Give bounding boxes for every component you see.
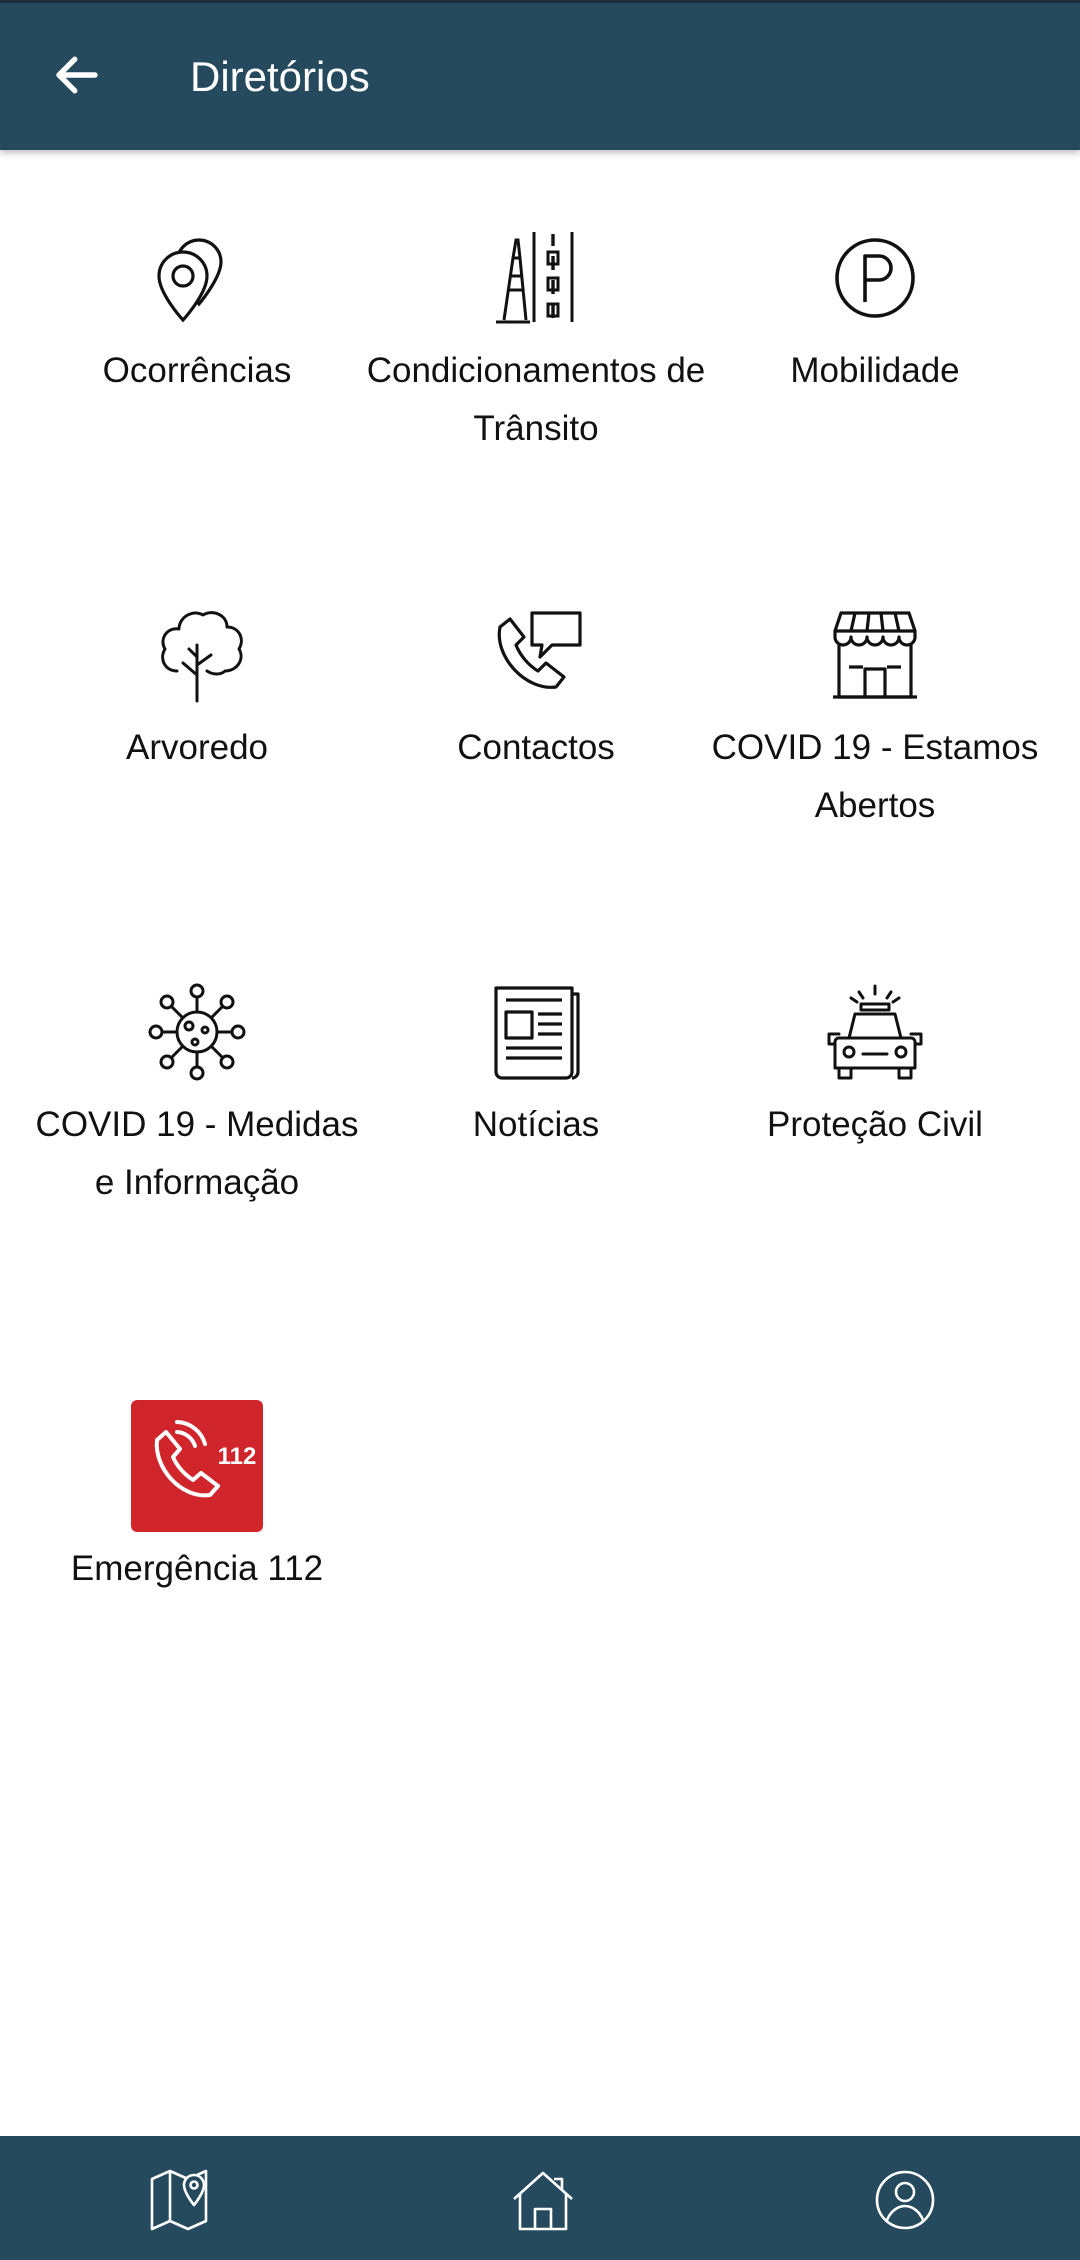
tile-covid-estamos-abertos[interactable] bbox=[705, 605, 1045, 835]
tile-protecao-civil[interactable] bbox=[705, 982, 1045, 1154]
user-icon bbox=[870, 2165, 940, 2235]
map-pins-icon bbox=[147, 228, 247, 328]
tile-label: Mobilidade bbox=[790, 351, 960, 390]
virus-icon bbox=[147, 982, 247, 1082]
map-pin-icon bbox=[146, 2165, 216, 2235]
tile-label: COVID 19 - Medidas e Informação bbox=[35, 1105, 359, 1202]
tile-arvoredo[interactable] bbox=[27, 605, 367, 777]
home-icon bbox=[508, 2165, 578, 2235]
tile-label: Proteção Civil bbox=[767, 1105, 983, 1144]
parking-icon bbox=[825, 228, 925, 328]
nav-profile-button[interactable] bbox=[867, 2162, 943, 2238]
tile-condicionamentos-transito[interactable] bbox=[366, 228, 706, 458]
emergency-number-badge: 112 bbox=[217, 1443, 257, 1470]
tile-mobilidade[interactable] bbox=[705, 228, 1045, 400]
nav-map-button[interactable] bbox=[143, 2162, 219, 2238]
tree-icon bbox=[147, 605, 247, 705]
tile-covid-medidas[interactable] bbox=[27, 982, 367, 1212]
arrow-left-icon bbox=[50, 48, 104, 102]
tile-ocorrencias[interactable] bbox=[27, 228, 367, 400]
phone-chat-icon bbox=[486, 605, 586, 705]
police-car-icon bbox=[825, 982, 925, 1082]
tile-label: Notícias bbox=[472, 1105, 600, 1144]
tile-label: Arvoredo bbox=[125, 728, 269, 767]
bottom-navigation bbox=[0, 2136, 1080, 2260]
tile-label: Contactos bbox=[457, 728, 615, 767]
tile-label: Ocorrências bbox=[102, 351, 292, 390]
storefront-icon bbox=[825, 605, 925, 705]
tile-label: COVID 19 - Estamos Abertos bbox=[711, 728, 1039, 825]
tile-label: Emergência 112 bbox=[70, 1549, 324, 1588]
tile-emergencia-112[interactable] bbox=[27, 1400, 367, 1598]
page-title: Diretórios bbox=[190, 53, 370, 100]
newspaper-icon bbox=[486, 982, 586, 1082]
tile-label: Condicionamentos de Trânsito bbox=[366, 351, 706, 448]
nav-home-button[interactable] bbox=[505, 2162, 581, 2238]
tile-noticias[interactable] bbox=[366, 982, 706, 1154]
road-cone-icon bbox=[486, 228, 586, 328]
emergency-phone-icon bbox=[131, 1400, 263, 1532]
tile-contactos[interactable] bbox=[366, 605, 706, 777]
top-app-bar bbox=[0, 0, 1080, 150]
back-button[interactable] bbox=[40, 38, 114, 112]
